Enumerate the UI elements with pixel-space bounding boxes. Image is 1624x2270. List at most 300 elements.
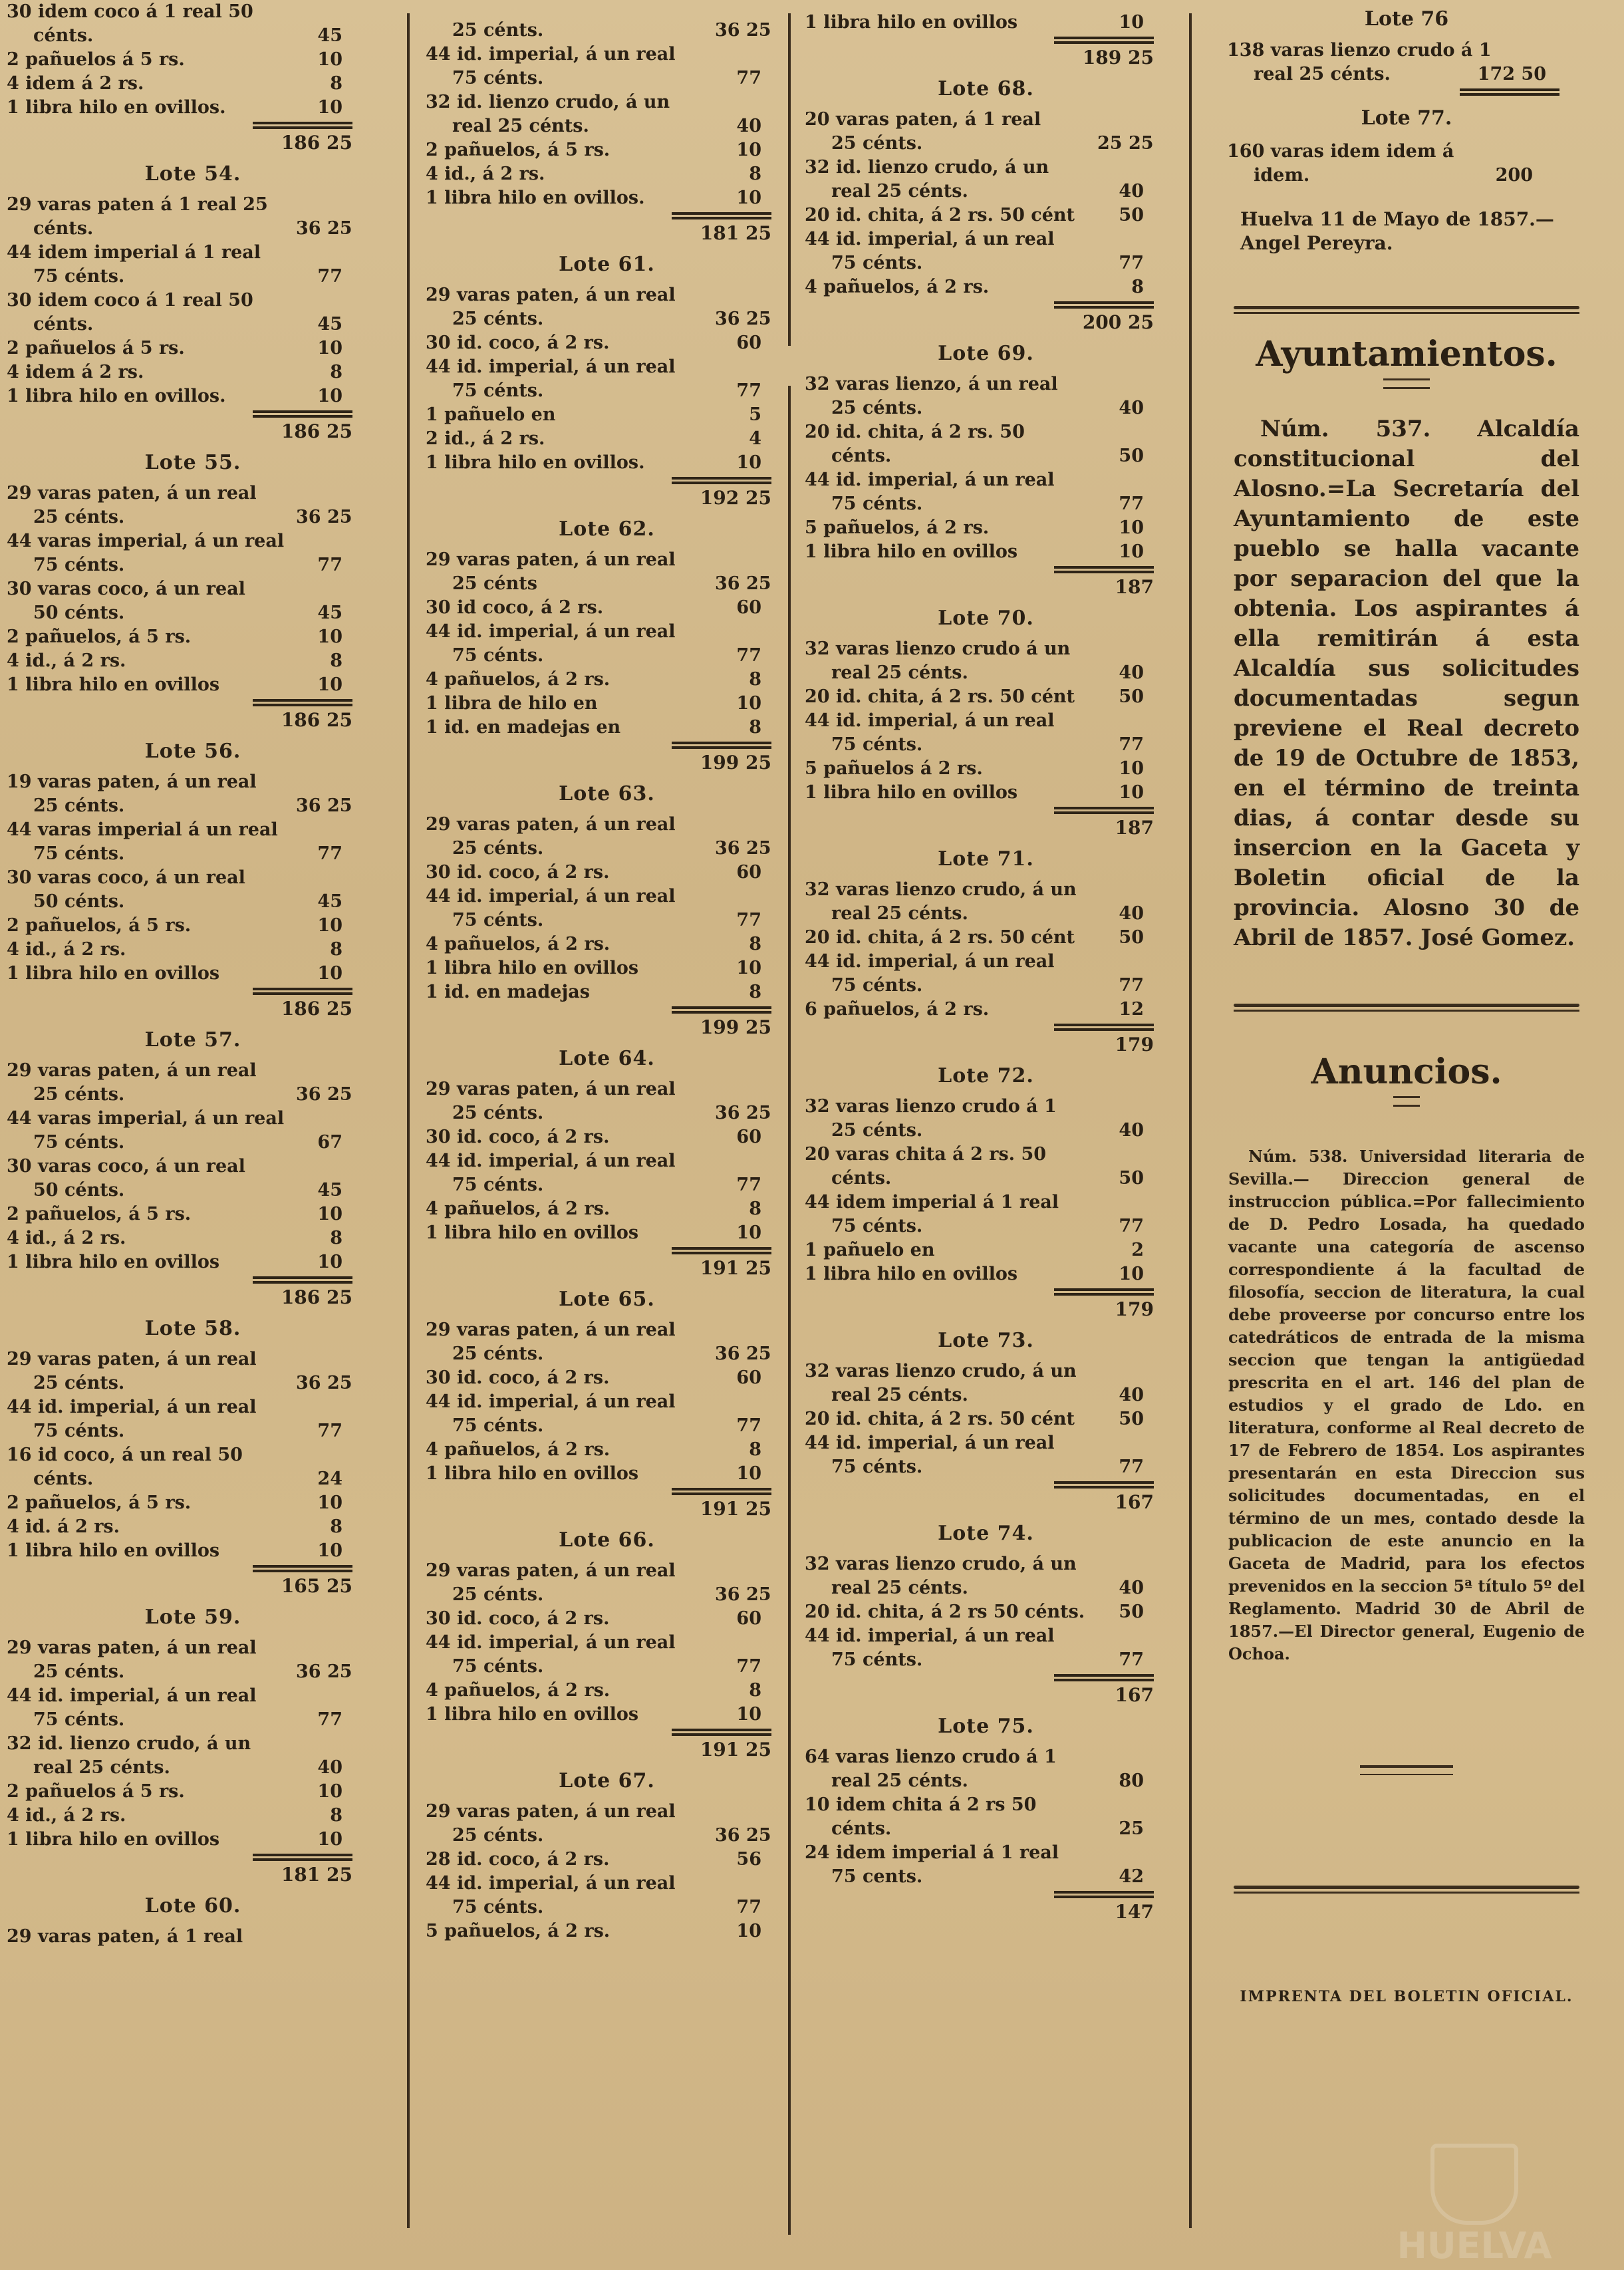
lot-amount: 12 xyxy=(1119,999,1144,1020)
lot-line xyxy=(426,114,788,138)
lot-line xyxy=(426,1800,788,1824)
lot-amount: 10 xyxy=(317,627,342,647)
lot-amount: 50 xyxy=(1119,1409,1144,1429)
lot-line xyxy=(805,1769,1167,1793)
lot-description: 25 cénts. xyxy=(33,1373,125,1393)
total-rule xyxy=(1054,805,1154,815)
lot-description: 4 id. á 2 rs. xyxy=(7,1516,120,1537)
lot-line xyxy=(7,48,379,72)
lot-total xyxy=(426,221,788,246)
lot-line xyxy=(426,1583,788,1607)
lot-amount: 80 xyxy=(1119,1771,1144,1791)
lot-description: 1 id. en madejas xyxy=(426,982,590,1002)
lot-line xyxy=(1227,164,1593,188)
lot-description: real 25 cénts. xyxy=(1254,64,1391,84)
lot-total xyxy=(805,1900,1167,1925)
lot-description: 2 pañuelos á 5 rs. xyxy=(7,49,185,70)
lot-description: 1 libra hilo en ovillos. xyxy=(7,97,226,118)
lot-description: 4 id., á 2 rs. xyxy=(7,939,126,960)
lot-amount: 77 xyxy=(736,1415,761,1436)
lot-amount: 40 xyxy=(1119,181,1144,202)
lot-description: 25 cénts. xyxy=(831,398,923,418)
lot-amount: 36 25 xyxy=(296,1373,352,1393)
lot-description: 75 cénts. xyxy=(831,1457,923,1477)
lot-amount: 45 xyxy=(317,25,342,46)
lot-line xyxy=(7,505,379,529)
lot-description: 29 varas paten á 1 real 25 xyxy=(7,194,268,215)
lot-line xyxy=(805,227,1167,251)
lote-heading: Lote 76 xyxy=(1364,7,1449,31)
lot-line xyxy=(7,649,379,673)
lot-line xyxy=(7,962,379,986)
lot-line xyxy=(805,685,1167,709)
lot-amount: 67 xyxy=(317,1132,342,1153)
lot-description: 75 cénts. xyxy=(33,1132,125,1153)
lot-amount: 8 xyxy=(749,164,761,184)
lot-description: 25 cénts. xyxy=(33,1661,125,1682)
lot-line xyxy=(805,204,1167,227)
lot-total-amount: 179 xyxy=(1115,1298,1154,1320)
lot-description: 29 varas paten, á un real xyxy=(426,1079,676,1099)
lot-description: 1 libra hilo en ovillos xyxy=(7,1252,220,1272)
lot-amount: 40 xyxy=(1119,1578,1144,1598)
lot-amount: 40 xyxy=(736,116,761,136)
lot-description: 5 pañuelos, á 2 rs. xyxy=(805,517,990,538)
lot-amount: 10 xyxy=(317,97,342,118)
lot-amount: 10 xyxy=(317,386,342,406)
lot-line xyxy=(426,1824,788,1848)
lote-heading: Lote 57. xyxy=(144,1028,241,1052)
lot-amount: 36 25 xyxy=(715,1584,771,1605)
lot-description: 160 varas idem idem á xyxy=(1227,141,1454,162)
lot-line xyxy=(426,548,788,572)
lot-description: 30 id. coco, á 2 rs. xyxy=(426,1127,610,1147)
shield-icon xyxy=(1430,2144,1518,2225)
lot-description: real 25 cénts. xyxy=(831,1771,968,1791)
lot-line xyxy=(7,217,379,241)
lot-amount: 77 xyxy=(736,1175,761,1195)
lot-description: 29 varas paten, á un real xyxy=(7,483,257,503)
lot-line xyxy=(426,90,788,114)
lot-line xyxy=(805,468,1167,492)
lot-amount: 10 xyxy=(317,674,342,695)
lot-amount: 10 xyxy=(317,915,342,936)
lot-line xyxy=(805,733,1167,757)
lote-heading: Lote 77. xyxy=(1361,106,1452,130)
lot-total xyxy=(805,1032,1167,1058)
lot-amount: 36 25 xyxy=(715,1103,771,1123)
lot-description: cénts. xyxy=(831,1168,892,1189)
total-rule xyxy=(1054,1672,1154,1683)
lot-line xyxy=(805,781,1167,805)
lot-line xyxy=(805,1624,1167,1648)
total-rule xyxy=(1054,1479,1154,1490)
lot-line xyxy=(7,1155,379,1179)
lot-line xyxy=(7,1131,379,1155)
lot-line xyxy=(805,1576,1167,1600)
lot-line xyxy=(7,1348,379,1371)
lot-description: 25 cénts. xyxy=(831,133,923,154)
lot-line xyxy=(805,156,1167,180)
lot-line xyxy=(7,818,379,842)
lot-amount: 10 xyxy=(317,1829,342,1850)
lot-line xyxy=(426,668,788,692)
lot-amount: 77 xyxy=(317,1709,342,1730)
lot-line xyxy=(426,1318,788,1342)
lot-total xyxy=(805,575,1167,600)
lote-heading: Lote 58. xyxy=(144,1317,241,1340)
lot-amount: 36 25 xyxy=(296,1661,352,1682)
lot-description: 20 id. chita, á 2 rs. 50 cént xyxy=(805,927,1075,948)
lot-total-amount: 165 25 xyxy=(281,1575,352,1597)
lot-amount: 10 xyxy=(317,1540,342,1561)
lot-description: 75 cénts. xyxy=(831,1649,923,1670)
lot-total-amount: 186 25 xyxy=(281,998,352,1020)
lot-total xyxy=(426,750,788,776)
lot-total xyxy=(426,486,788,511)
lot-line xyxy=(426,596,788,620)
column-divider xyxy=(788,386,791,2235)
lot-line xyxy=(426,1197,788,1221)
lot-description: 29 varas paten, á un real xyxy=(7,1060,257,1081)
lot-total-amount: 186 25 xyxy=(281,709,352,731)
lot-description: 44 id. imperial, á un real xyxy=(426,1151,676,1171)
lot-amount: 25 25 xyxy=(1097,133,1154,154)
lot-description: 5 pañuelos á 2 rs. xyxy=(805,758,983,779)
lot-line xyxy=(426,572,788,596)
lot-amount: 10 xyxy=(1119,782,1144,803)
lot-description: 1 libra hilo en ovillos xyxy=(805,541,1018,562)
lot-description: 5 pañuelos, á 2 rs. xyxy=(426,1921,610,1941)
lot-total xyxy=(7,996,379,1022)
lot-line xyxy=(7,1636,379,1660)
lot-line xyxy=(805,516,1167,540)
total-rule xyxy=(253,697,352,708)
lot-amount: 36 25 xyxy=(715,573,771,594)
lot-description: 75 cénts. xyxy=(452,910,544,930)
lot-description: 32 id. lienzo crudo, á un xyxy=(426,92,670,112)
lot-description: 75 cents. xyxy=(831,1866,923,1887)
lot-description: 75 cénts. xyxy=(831,494,923,514)
lot-amount: 40 xyxy=(1119,398,1144,418)
lot-line xyxy=(805,950,1167,974)
lot-description: real 25 cénts. xyxy=(33,1757,170,1778)
lot-description: 20 varas paten, á 1 real xyxy=(805,109,1041,130)
lote-heading: Lote 67. xyxy=(559,1769,655,1792)
lot-description: 25 cénts. xyxy=(452,838,544,859)
lot-description: 29 varas paten, á un real xyxy=(7,1349,257,1369)
lot-line xyxy=(1227,140,1593,164)
lot-amount: 40 xyxy=(1119,1385,1144,1405)
lot-total xyxy=(7,1574,379,1599)
lot-amount: 8 xyxy=(749,982,761,1002)
lot-amount: 77 xyxy=(1119,734,1144,755)
lot-description: 20 id. chita, á 2 rs. 50 cént xyxy=(805,205,1075,225)
lot-description: 1 libra hilo en ovillos xyxy=(805,12,1018,33)
lot-description: 44 id. imperial, á un real xyxy=(805,470,1055,490)
lot-line xyxy=(7,1804,379,1828)
lot-description: 1 libra hilo en ovillos. xyxy=(426,452,645,473)
lot-line xyxy=(426,1872,788,1896)
lot-description: 2 pañuelos, á 5 rs. xyxy=(7,1492,192,1513)
lot-description: 25 cénts. xyxy=(452,309,544,329)
lot-amount: 10 xyxy=(736,1704,761,1725)
lot-line xyxy=(7,1059,379,1083)
lot-description: 1 libra hilo en ovillos. xyxy=(7,386,226,406)
lot-amount: 36 25 xyxy=(715,1344,771,1364)
lot-amount: 60 xyxy=(736,1608,761,1629)
lot-line xyxy=(7,794,379,818)
lot-line xyxy=(7,1660,379,1684)
section-separator xyxy=(1220,295,1593,322)
lot-description: 32 varas lienzo crudo á un xyxy=(805,638,1071,659)
lot-line xyxy=(805,444,1167,468)
lot-description: 44 id. imperial, á un real xyxy=(805,710,1055,731)
lot-amount: 36 25 xyxy=(715,838,771,859)
lot-description: 6 pañuelos, á 2 rs. xyxy=(805,999,990,1020)
lot-line xyxy=(426,1077,788,1101)
lot-description: 30 varas coco, á un real xyxy=(7,867,245,888)
section-separator xyxy=(1220,1875,1593,1902)
lot-total xyxy=(805,310,1167,335)
lot-line xyxy=(805,757,1167,781)
lot-total-amount: 189 25 xyxy=(1082,47,1154,69)
lot-line xyxy=(7,625,379,649)
lot-description: 75 cénts. xyxy=(33,1421,125,1441)
lot-line xyxy=(7,337,379,360)
lot-description: 44 id. imperial, á un real xyxy=(7,1397,257,1417)
lot-total xyxy=(805,1297,1167,1322)
lot-description: 32 varas lienzo crudo, á un xyxy=(805,879,1077,900)
notice-paragraph: Núm. 538. Universidad literaria de Sevilla.— Direccion general de instruccion pública.=Por fallecimiento de D. Pedro Losada, ha quedado vacante una categoría de ascenso correspondiente á la facultad de filosofía, seccion de literatura, la cual debe proveerse por concurso entre los catedráticos de entrada de la misma seccion que tengan la antigüedad prescrita en el art. 146 del plan de estudios y el grado de Ldo. en literatura, conforme al Real decreto de 17 de Febrero de 1854. Los aspirantes presentarán en esta Direccion sus solicitudes documentadas, en el término de un mes, contado desde la publicacion de este anuncio en la Gaceta de Madrid, para los efectos prevenidos en la seccion 5ª título 5º del Reglamento. Madrid 30 de Abril de 1857.—El Director general, Eugenio de Ochoa. xyxy=(1228,1147,1585,1663)
lot-description: 75 cénts. xyxy=(33,1709,125,1730)
lot-description: 44 varas imperial, á un real xyxy=(7,531,285,551)
lot-amount: 77 xyxy=(1119,1216,1144,1236)
lot-line xyxy=(7,24,379,48)
lot-line xyxy=(426,956,788,980)
lot-line xyxy=(7,241,379,265)
lot-line xyxy=(805,1817,1167,1841)
lot-amount: 36 25 xyxy=(715,20,771,41)
lot-total xyxy=(805,45,1167,71)
lot-description: 25 cénts. xyxy=(452,1584,544,1605)
total-rule xyxy=(672,1004,771,1015)
lot-description: 4 id., á 2 rs. xyxy=(7,650,126,671)
lot-amount: 172 50 xyxy=(1477,64,1546,84)
lot-description: 16 id coco, á un real 50 xyxy=(7,1445,243,1465)
lot-amount: 40 xyxy=(317,1757,342,1778)
lot-line xyxy=(805,1214,1167,1238)
lot-description: 32 varas lienzo, á un real xyxy=(805,374,1058,394)
lote-heading: Lote 64. xyxy=(559,1047,655,1070)
lot-description: 75 cénts. xyxy=(831,734,923,755)
lot-line xyxy=(426,451,788,475)
lote-heading: Lote 62. xyxy=(559,517,655,541)
lot-description: 44 varas imperial, á un real xyxy=(7,1108,285,1129)
lot-line xyxy=(7,1226,379,1250)
lot-total-amount: 181 25 xyxy=(700,222,771,244)
total-rule xyxy=(1460,86,1559,97)
lot-line xyxy=(426,355,788,379)
lot-amount: 77 xyxy=(736,910,761,930)
total-rule xyxy=(253,1274,352,1285)
lot-description: real 25 cénts. xyxy=(831,1385,968,1405)
lot-line xyxy=(426,1462,788,1486)
lot-line xyxy=(426,1149,788,1173)
lot-description: 44 idem imperial á 1 real xyxy=(7,242,261,263)
lot-total-amount: 186 25 xyxy=(281,132,352,154)
lot-line xyxy=(7,601,379,625)
lot-line xyxy=(805,1455,1167,1479)
lot-amount: 77 xyxy=(317,843,342,864)
lote-heading: Lote 54. xyxy=(144,162,241,186)
lot-line xyxy=(805,275,1167,299)
lot-description: 75 cénts. xyxy=(831,1216,923,1236)
lot-total-amount: 191 25 xyxy=(700,1739,771,1761)
lot-line xyxy=(426,980,788,1004)
lot-amount: 8 xyxy=(330,1228,342,1248)
lot-line xyxy=(7,1419,379,1443)
lot-amount: 36 25 xyxy=(296,795,352,816)
lot-line xyxy=(426,1896,788,1919)
notices-column xyxy=(1220,0,1593,2270)
lot-description: real 25 cénts. xyxy=(831,1578,968,1598)
lot-description: 4 pañuelos, á 2 rs. xyxy=(426,1199,610,1219)
lot-description: 1 libra de hilo en xyxy=(426,693,598,714)
lot-line xyxy=(805,1238,1167,1262)
lot-amount: 10 xyxy=(736,452,761,473)
lot-line xyxy=(426,283,788,307)
lot-line xyxy=(426,837,788,861)
notice-paragraph: Núm. 537. Alcaldía constitucional del Alosno.=La Secretaría del Ayuntamiento de este pueblo se halla vacante por separacion del que la obtenia. Los aspirantes á ella remitirán á esta Alcaldía sus solicitudes documentadas segun previene el Real decreto de 19 de Octubre de 1853, en el término de treinta dias, á contar desde su insercion en la Gaceta y Boletin oficial de la provincia. Alosno 30 de Abril de 1857. José Gomez. xyxy=(1234,416,1579,951)
lot-description: 44 varas imperial á un real xyxy=(7,819,278,840)
lot-description: 75 cénts. xyxy=(452,1175,544,1195)
lot-line xyxy=(426,307,788,331)
lot-description: 44 id. imperial, á un real xyxy=(426,886,676,907)
lote-heading: Lote 55. xyxy=(144,451,241,474)
title-ornament xyxy=(1393,1096,1420,1107)
lot-line xyxy=(805,1383,1167,1407)
lot-amount: 77 xyxy=(1119,494,1144,514)
lot-total-amount: 181 25 xyxy=(281,1864,352,1886)
lot-description: 2 pañuelos, á 5 rs. xyxy=(7,627,192,647)
lot-description: 30 id coco, á 2 rs. xyxy=(426,597,604,618)
lot-amount: 45 xyxy=(317,603,342,623)
lot-total-amount: 199 25 xyxy=(700,752,771,774)
lot-line xyxy=(805,1431,1167,1455)
short-rule xyxy=(1360,1765,1453,1775)
lot-amount: 200 xyxy=(1495,165,1533,186)
lot-description: 50 cénts. xyxy=(33,891,125,912)
lot-amount: 10 xyxy=(317,1204,342,1224)
lot-amount: 10 xyxy=(1119,12,1144,33)
lot-description: 25 cénts. xyxy=(33,795,125,816)
lot-line xyxy=(7,1203,379,1226)
lot-description: 2 pañuelos á 5 rs. xyxy=(7,338,185,358)
lot-line xyxy=(7,938,379,962)
lot-line xyxy=(426,403,788,427)
lot-amount: 50 xyxy=(1119,686,1144,707)
lot-description: 44 id. imperial, á un real xyxy=(805,951,1055,972)
lot-amount: 10 xyxy=(1119,758,1144,779)
lot-line xyxy=(805,1262,1167,1286)
total-rule xyxy=(672,210,771,221)
lot-line xyxy=(426,813,788,837)
lot-line xyxy=(7,1515,379,1539)
total-rule xyxy=(672,1486,771,1496)
lot-line xyxy=(805,11,1167,35)
lot-description: 29 varas paten, á 1 real xyxy=(7,1926,243,1947)
lot-total xyxy=(7,708,379,733)
lot-description: 29 varas paten, á un real xyxy=(426,285,676,305)
lote-column-2 xyxy=(426,19,788,2270)
lot-line xyxy=(7,289,379,313)
lot-total xyxy=(426,1256,788,1281)
lot-line xyxy=(7,1395,379,1419)
lot-description: 24 idem imperial á 1 real xyxy=(805,1842,1059,1863)
lot-description: real 25 cénts. xyxy=(831,903,968,924)
lot-line xyxy=(426,1679,788,1703)
lot-description: 1 pañuelo en xyxy=(805,1240,935,1260)
lot-line xyxy=(7,1491,379,1515)
lot-line xyxy=(7,1828,379,1852)
total-rule xyxy=(672,740,771,750)
lot-line xyxy=(1227,39,1593,63)
lot-line xyxy=(805,372,1167,396)
lot-amount: 60 xyxy=(736,333,761,353)
lot-description: 2 pañuelos, á 5 rs. xyxy=(7,915,192,936)
lot-description: 30 idem coco á 1 real 50 xyxy=(7,1,253,22)
lot-line xyxy=(426,1390,788,1414)
lot-description: 1 libra hilo en ovillos xyxy=(426,1704,639,1725)
lot-amount: 77 xyxy=(1119,975,1144,996)
lot-description: 10 idem chita á 2 rs 50 xyxy=(805,1794,1037,1815)
lot-total-amount: 167 xyxy=(1115,1684,1154,1706)
lot-amount: 50 xyxy=(1119,205,1144,225)
lot-description: 75 cénts. xyxy=(452,1656,544,1677)
lot-amount: 45 xyxy=(317,891,342,912)
lot-description: 32 id. lienzo crudo, á un xyxy=(7,1733,251,1754)
lot-line xyxy=(426,1438,788,1462)
lot-description: 1 libra hilo en ovillos xyxy=(426,958,639,978)
lot-line xyxy=(805,998,1167,1022)
lot-description: 30 varas coco, á un real xyxy=(7,1156,245,1177)
lot-description: 28 id. coco, á 2 rs. xyxy=(426,1849,610,1870)
lot-line xyxy=(7,360,379,384)
lote-heading: Lote 73. xyxy=(938,1329,1034,1352)
lot-description: 44 id. imperial, á un real xyxy=(426,356,676,377)
archive-watermark xyxy=(1365,2144,1584,2267)
lot-description: 44 id. imperial, á un real xyxy=(426,1391,676,1412)
lot-description: 25 cénts. xyxy=(452,1103,544,1123)
lot-line xyxy=(7,1371,379,1395)
lot-line xyxy=(805,492,1167,516)
lot-description: 25 cénts. xyxy=(452,20,544,41)
lot-description: 25 cénts xyxy=(452,573,537,594)
total-rule xyxy=(1054,1286,1154,1297)
lot-description: 4 id., á 2 rs. xyxy=(426,164,545,184)
lot-line xyxy=(426,1125,788,1149)
lot-amount: 10 xyxy=(736,958,761,978)
lot-line xyxy=(805,637,1167,661)
total-rule xyxy=(672,475,771,486)
lot-amount: 56 xyxy=(736,1849,761,1870)
section-title: Ayuntamientos. xyxy=(1256,334,1557,374)
lot-description: 20 id. chita, á 2 rs. 50 xyxy=(805,422,1025,442)
lot-total xyxy=(805,815,1167,841)
lot-description: 75 cénts. xyxy=(33,266,125,287)
total-rule xyxy=(1054,35,1154,45)
